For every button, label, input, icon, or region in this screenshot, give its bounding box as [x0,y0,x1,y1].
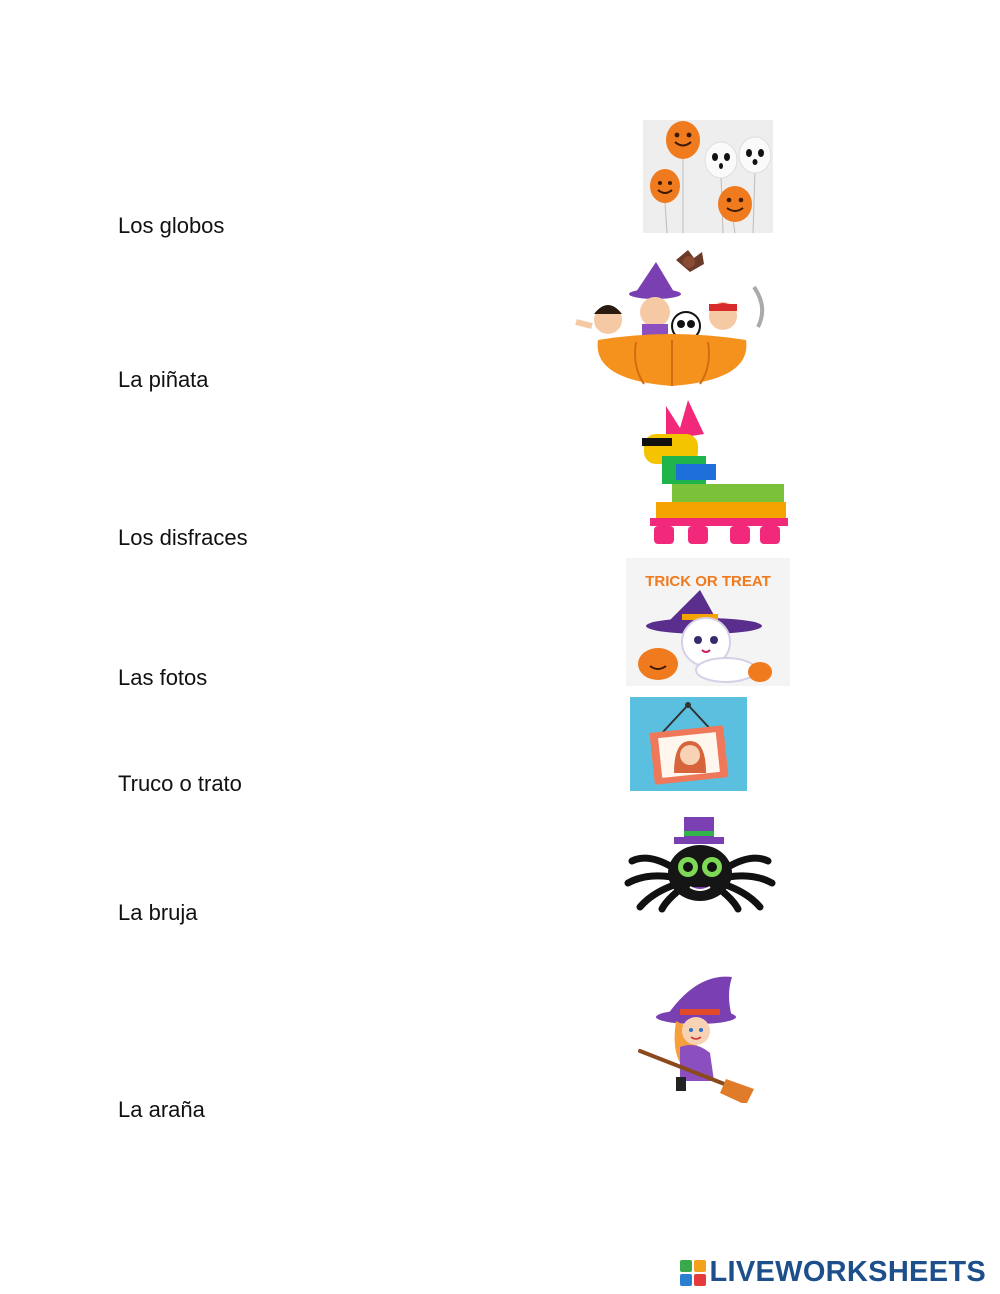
liveworksheets-brand-text: LIVEWORKSHEETS [709,1256,986,1288]
costumes-image[interactable] [566,242,778,388]
word-los-globos: Los globos [118,213,225,238]
pinata-image[interactable] [632,398,788,546]
photo-frame-image[interactable] [630,697,747,791]
liveworksheets-logo[interactable] [680,1256,987,1289]
trick-or-treat-text: TRICK OR TREAT [645,573,771,590]
witch-image[interactable] [636,975,758,1103]
liveworksheets-logo-icon [680,1260,706,1286]
balloons-image[interactable] [643,120,773,233]
word-truco-o-trato: Truco o trato [118,771,242,796]
trick-or-treat-image[interactable] [626,558,790,686]
word-la-pinata: La piñata [118,367,209,392]
word-la-arana: La araña [118,1097,205,1122]
spider-image[interactable] [622,815,780,913]
word-los-disfraces: Los disfraces [118,525,248,550]
word-las-fotos: Las fotos [118,665,208,690]
word-la-bruja: La bruja [118,900,198,925]
